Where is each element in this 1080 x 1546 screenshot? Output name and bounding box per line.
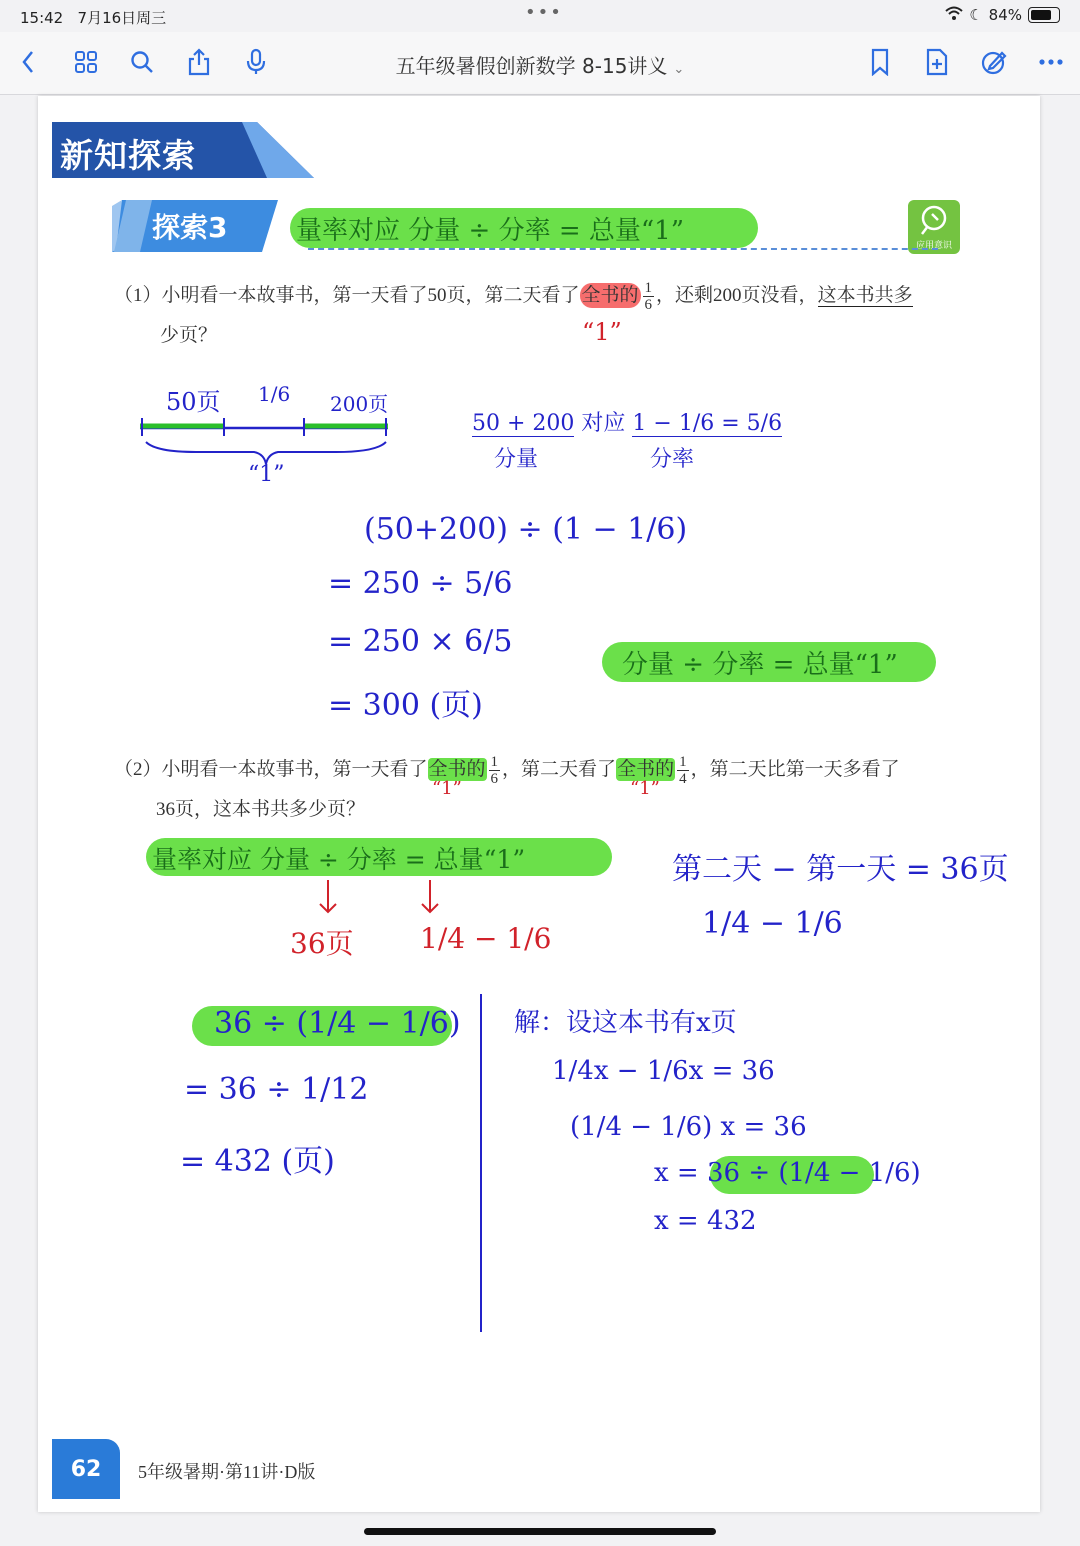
share-button[interactable] [181,44,217,80]
status-bar [0,0,1080,32]
explore-label: 探索3 [152,211,228,244]
segment-bracket-one: “1” [248,462,285,487]
pen-circle-icon [981,49,1007,75]
dashed-divider [308,248,938,250]
explore-banner [112,200,278,256]
problem-2-highlight-2: 全书的 [617,759,675,780]
app-badge [908,200,960,254]
one-mark-3: “1” [630,778,660,799]
calc1-line-2: = 250 ÷ 5/6 [328,566,513,601]
handwritten-rule-mid: 分量 ÷ 分率 = 总量“1” [622,650,898,680]
handwritten-rule-p2: 量率对应 分量 ÷ 分率 = 总量“1” [152,845,526,874]
arrows [314,878,454,918]
problem-2-fraction-2: $\frac{1}{4}$ [679,754,687,788]
bookmark-icon [870,48,890,76]
problem-2-fraction-1: $\frac{1}{6}$ [490,754,499,788]
search-icon [130,50,154,74]
p2-calc-left-2: = 36 ÷ 1/12 [184,1072,369,1107]
microphone-icon [245,48,267,76]
more-icon [1038,58,1064,66]
share-icon [187,48,211,76]
problem-1-line-1: （1）小明看一本故事书，第一天看了50页，第二天看了 全书的 $\frac{1}{6}$ ，还剩200页没看，这本书共多 [114,280,913,314]
page-number: 62 [52,1439,120,1499]
vertical-divider [480,994,482,1332]
back-button[interactable] [10,44,46,80]
one-mark-1: “1” [582,318,622,346]
segment-label-50: 50页 [166,388,221,416]
p2-calc-right-3: (1/4 − 1/6) x = 36 [570,1112,807,1142]
problem-1-line-2: 少页？ [160,325,218,346]
section-banner [52,122,316,184]
calc1-line-1: (50+200) ÷ (1 − 1/6) [364,512,688,547]
rate-label: 分率 [650,447,695,472]
battery-fill [1031,10,1051,20]
toolbar [0,32,1080,95]
problem-2-line-2: 36页，这本书共多少页？ [156,799,366,820]
problem-1-fraction: $\frac{1}{6}$ [644,280,653,314]
p2-side-bottom: 1/4 − 1/6 [702,906,843,941]
p2-side-top: 第二天 − 第一天 = 36页 [672,852,1009,887]
search-button[interactable] [124,44,160,80]
moon-icon: ☾ [969,6,983,24]
battery-icon [1028,7,1060,23]
app-badge-label: 应用意识 [915,241,952,251]
one-mark-2: “1” [432,778,462,799]
add-page-icon [925,48,949,76]
mic-button[interactable] [238,44,274,80]
add-page-button[interactable] [919,44,955,80]
plug-icon [908,200,960,240]
p2-calc-right-1: 解：设这本书有x页 [514,1008,737,1038]
p2-calc-right-2: 1/4x − 1/6x = 36 [552,1056,775,1086]
p2-calc-left-1: 36 ÷ (1/4 − 1/6) [214,1006,461,1041]
multitask-dots[interactable]: ••• [525,2,563,23]
battery-percent: 84% [988,6,1022,24]
handwritten-rule-top: 量率对应 分量 ÷ 分率 = 总量“1” [296,216,685,246]
more-button[interactable] [1033,44,1069,80]
problem-1-highlight: 全书的 [581,285,639,306]
calc1-line-3: = 250 × 6/5 [328,624,513,659]
home-indicator[interactable] [364,1528,716,1535]
segment-label-200: 200页 [330,392,389,416]
chevron-down-icon: ⌄ [673,62,685,77]
chevron-left-icon [21,50,35,74]
wifi-icon [945,6,963,24]
document-page[interactable] [38,96,1040,1512]
problem-2-line-1: （2）小明看一本故事书，第一天看了全书的 $\frac{1}{6}$ ，第二天看了全书的 $\frac{1}{4}$ ，第二天比第一天多看了 [114,754,900,788]
document-title[interactable]: 五年级暑假创新数学 8-15讲义 ⌄ [395,54,685,78]
bookmark-button[interactable] [862,44,898,80]
grid-icon [74,50,98,74]
footer-text: 5年级暑期·第11讲·D版 [138,1462,316,1482]
qty-expr: 50 + 200 对应 1 − 1/6 = 5/6 [472,411,783,436]
p2-arrow-qty: 36页 [290,927,354,960]
grid-button[interactable] [68,44,104,80]
calc1-line-4: = 300 (页) [328,688,483,723]
p2-arrow-rate: 1/4 − 1/6 [420,922,552,955]
qty-label: 分量 [494,447,539,472]
status-right [945,6,1060,24]
status-time: 15:42 7月16日周三 [20,9,167,27]
problem-2-highlight-1: 全书的 [428,759,486,780]
markup-button[interactable] [976,44,1012,80]
p2-calc-right-4: x = 36 ÷ (1/4 − 1/6) [654,1158,921,1188]
p2-calc-right-5: x = 432 [654,1206,757,1236]
p2-calc-left-3: = 432 (页) [180,1144,335,1179]
segment-label-frac: 1/6 [258,382,291,406]
section-title: 新知探索 [60,136,196,175]
